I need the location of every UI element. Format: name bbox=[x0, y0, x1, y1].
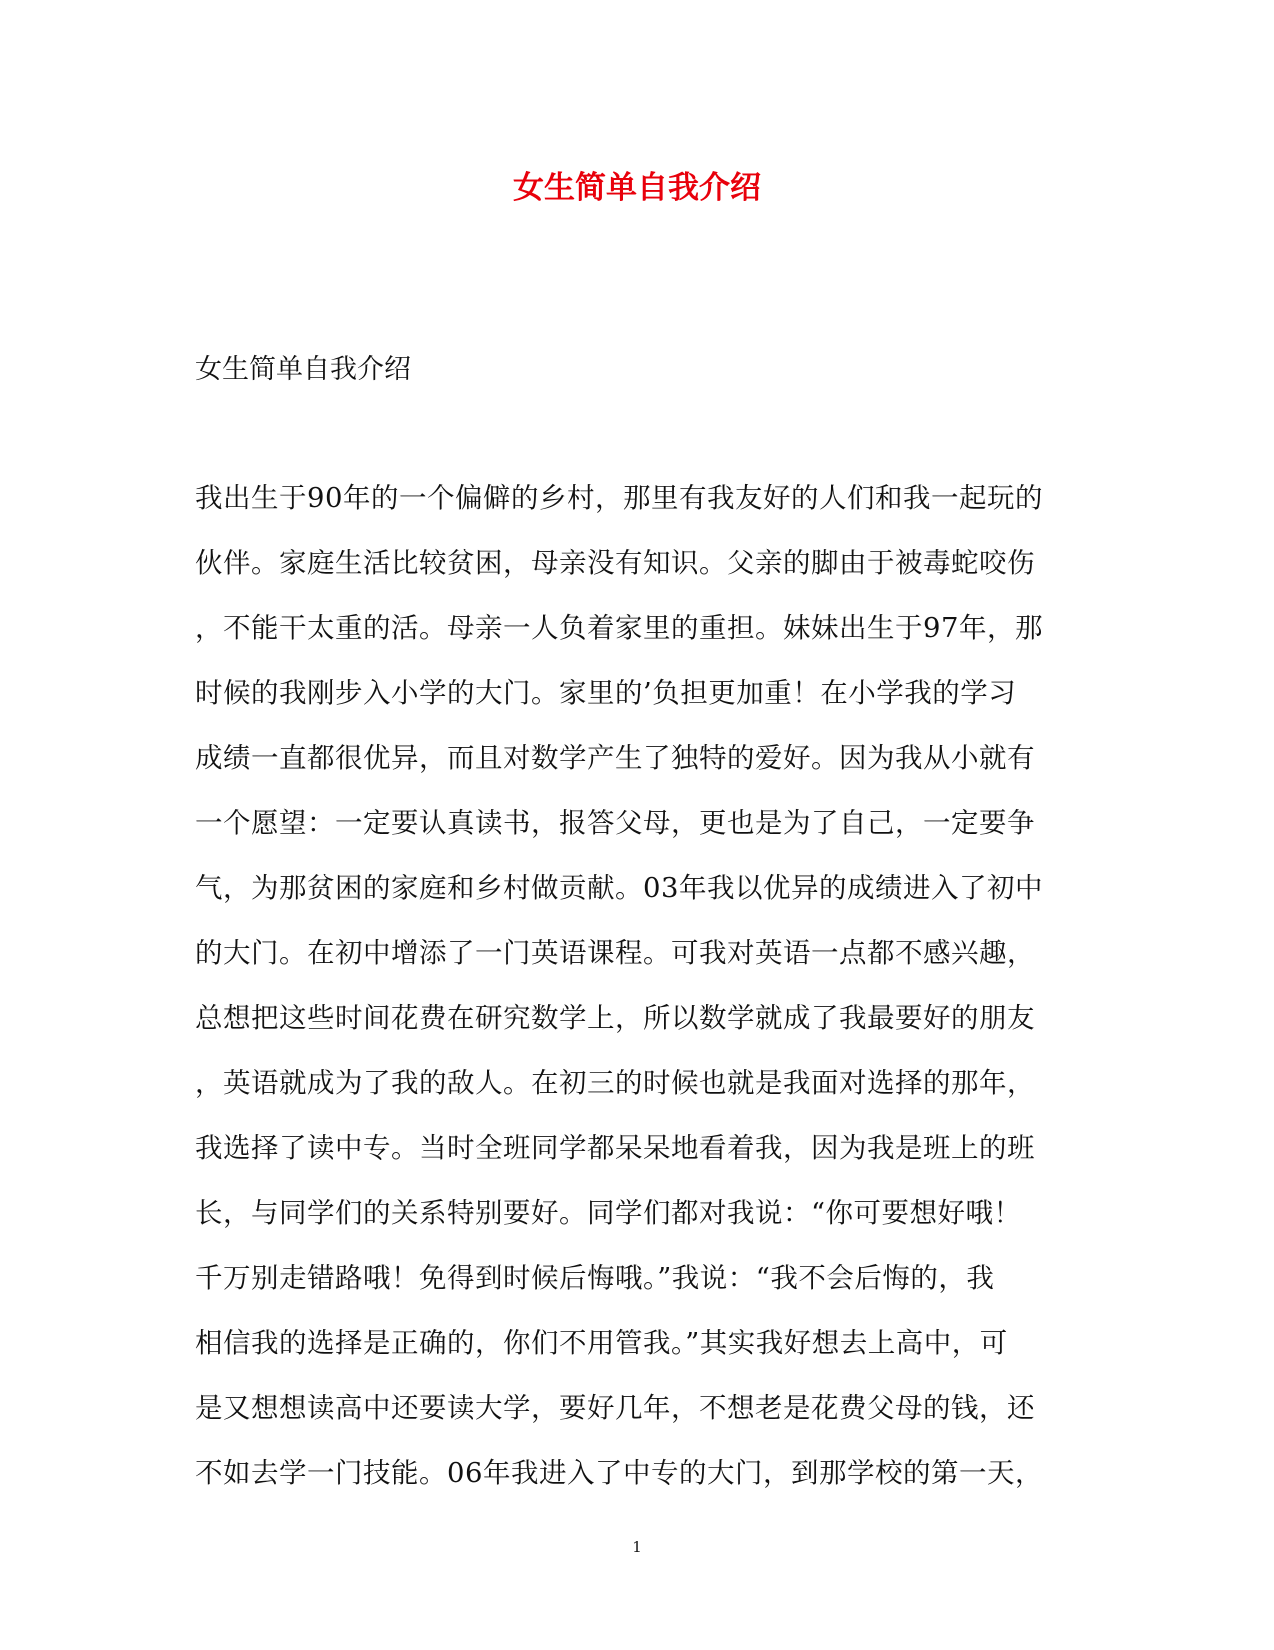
page-number: 1 bbox=[632, 1538, 642, 1556]
body-line: 我出生于90年的一个偏僻的乡村，那里有我友好的人们和我一起玩的 bbox=[195, 482, 1043, 514]
document-title: 女生简单自我介绍 bbox=[513, 170, 761, 206]
body-line: 千万别走错路哦！免得到时候后悔哦。”我说：“我不会后悔的，我 bbox=[195, 1262, 995, 1294]
body-line: 成绩一直都很优异，而且对数学产生了独特的爱好。因为我从小就有 bbox=[195, 742, 1035, 774]
body-line: 长，与同学们的关系特别要好。同学们都对我说：“你可要想好哦！ bbox=[195, 1197, 1022, 1229]
body-line: 的大门。在初中增添了一门英语课程。可我对英语一点都不感兴趣， bbox=[195, 937, 1035, 969]
body-line: 相信我的选择是正确的，你们不用管我。”其实我好想去上高中，可 bbox=[195, 1327, 1008, 1359]
body-line: 我选择了读中专。当时全班同学都呆呆地看着我，因为我是班上的班 bbox=[195, 1132, 1035, 1164]
body-line: 是又想想读高中还要读大学，要好几年，不想老是花费父母的钱，还 bbox=[195, 1392, 1035, 1424]
body-line: ，英语就成为了我的敌人。在初三的时候也就是我面对选择的那年， bbox=[195, 1067, 1035, 1099]
body-line: ，不能干太重的活。母亲一人负着家里的重担。妹妹出生于97年，那 bbox=[195, 612, 1043, 644]
body-line: 气，为那贫困的家庭和乡村做贡献。03年我以优异的成绩进入了初中 bbox=[195, 872, 1043, 904]
body-line: 不如去学一门技能。06年我进入了中专的大门，到那学校的第一天， bbox=[195, 1457, 1043, 1489]
body-line: 伙伴。家庭生活比较贫困，母亲没有知识。父亲的脚由于被毒蛇咬伤 bbox=[195, 547, 1035, 579]
body-line: 总想把这些时间花费在研究数学上，所以数学就成了我最要好的朋友 bbox=[195, 1002, 1035, 1034]
body-line: 时候的我刚步入小学的大门。家里的’负担更加重！在小学我的学习 bbox=[195, 677, 1017, 709]
document-subtitle: 女生简单自我介绍 bbox=[195, 354, 411, 385]
body-line: 一个愿望：一定要认真读书，报答父母，更也是为了自己，一定要争 bbox=[195, 807, 1035, 839]
body-text bbox=[195, 478, 1075, 1518]
